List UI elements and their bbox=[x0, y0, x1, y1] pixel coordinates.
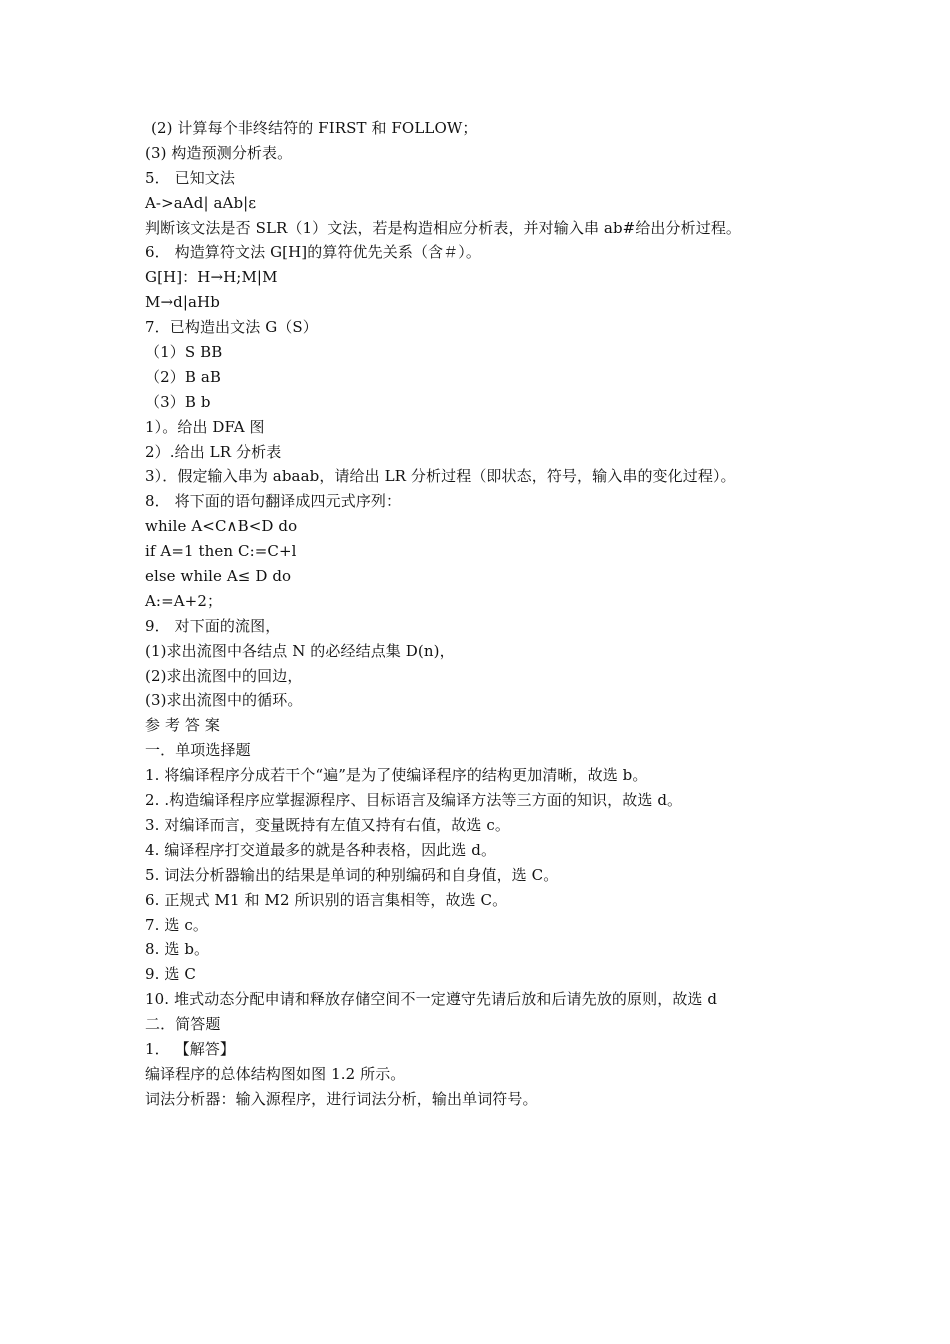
answer-line: 1. 将编译程序分成若干个“遍”是为了使编译程序的结构更加清晰，故选 b。 bbox=[145, 766, 648, 785]
section-heading: 一．单项选择题 bbox=[145, 741, 251, 760]
answer-line: 8. 选 b。 bbox=[145, 940, 210, 959]
grammar-rule: G[H]：H→H;M|M bbox=[145, 268, 278, 287]
grammar-rule: M→d|aHb bbox=[145, 293, 220, 312]
code-line: A:=A+2； bbox=[145, 591, 223, 610]
code-line: while A<C∧B<D do bbox=[145, 517, 298, 536]
question-heading: 8． 将下面的语句翻译成四元式序列： bbox=[145, 492, 402, 511]
text-line: 词法分析器：输入源程序，进行词法分析，输出单词符号。 bbox=[145, 1089, 538, 1108]
answer-line: 6. 正规式 M1 和 M2 所识别的语言集相等，故选 C。 bbox=[145, 890, 508, 909]
question-heading: 9． 对下面的流图， bbox=[145, 616, 281, 635]
question-heading: 5． 已知文法 bbox=[145, 168, 236, 187]
text-line: 2）.给出 LR 分析表 bbox=[145, 442, 282, 461]
answer-line: 3. 对编译而言，变量既持有左值又持有右值，故选 c。 bbox=[145, 815, 510, 834]
grammar-rule: A->aAd| aAb|ε bbox=[145, 193, 257, 212]
answer-line: 10. 堆式动态分配申请和释放存储空间不一定遵守先请后放和后请先放的原则，故选 d bbox=[145, 990, 718, 1009]
question-heading: 7．已构造出文法 G（S） bbox=[145, 318, 318, 337]
text-line: (2) 计算每个非终结符的 FIRST 和 FOLLOW； bbox=[151, 119, 478, 137]
text-line: 3）．假定输入串为 abaab，请给出 LR 分析过程（即状态，符号，输入串的变化过程）。 bbox=[145, 467, 736, 486]
text-line: 判断该文法是否 SLR（1）文法，若是构造相应分析表，并对输入串 ab#给出分析过程。 bbox=[145, 218, 742, 237]
text-line: (1)求出流图中各结点 N 的必经结点集 D(n)， bbox=[145, 641, 455, 660]
section-heading: 参 考 答 案 bbox=[145, 716, 221, 735]
text-line: 1）。给出 DFA 图 bbox=[145, 417, 265, 436]
text-line: (3) 构造预测分析表。 bbox=[145, 143, 293, 162]
question-heading: 6． 构造算符文法 G[H]的算符优先关系（含＃）。 bbox=[145, 243, 481, 262]
answer-line: 7. 选 c。 bbox=[145, 915, 208, 934]
section-heading: 二．简答题 bbox=[145, 1015, 221, 1034]
document-body bbox=[145, 116, 805, 1112]
answer-line: 9. 选 C bbox=[145, 965, 196, 984]
answer-line: 2. .构造编译程序应掌握源程序、目标语言及编译方法等三方面的知识，故选 d。 bbox=[145, 791, 683, 810]
text-line: 编译程序的总体结构图如图 1.2 所示。 bbox=[145, 1064, 406, 1083]
answer-line: 4. 编译程序打交道最多的就是各种表格，因此选 d。 bbox=[145, 840, 497, 859]
grammar-rule: （2）B aB bbox=[145, 367, 222, 386]
code-line: else while A≤ D do bbox=[145, 567, 292, 586]
text-line: (3)求出流图中的循环。 bbox=[145, 691, 303, 710]
code-line: if A=1 then C:=C+l bbox=[145, 542, 297, 561]
grammar-rule: （1）S BB bbox=[145, 343, 223, 362]
text-line: (2)求出流图中的回边， bbox=[145, 666, 303, 685]
answer-line: 5. 词法分析器输出的结果是单词的种别编码和自身值，选 C。 bbox=[145, 865, 559, 884]
answer-heading: 1． 【解答】 bbox=[145, 1039, 236, 1058]
grammar-rule: （3）B b bbox=[145, 392, 211, 411]
